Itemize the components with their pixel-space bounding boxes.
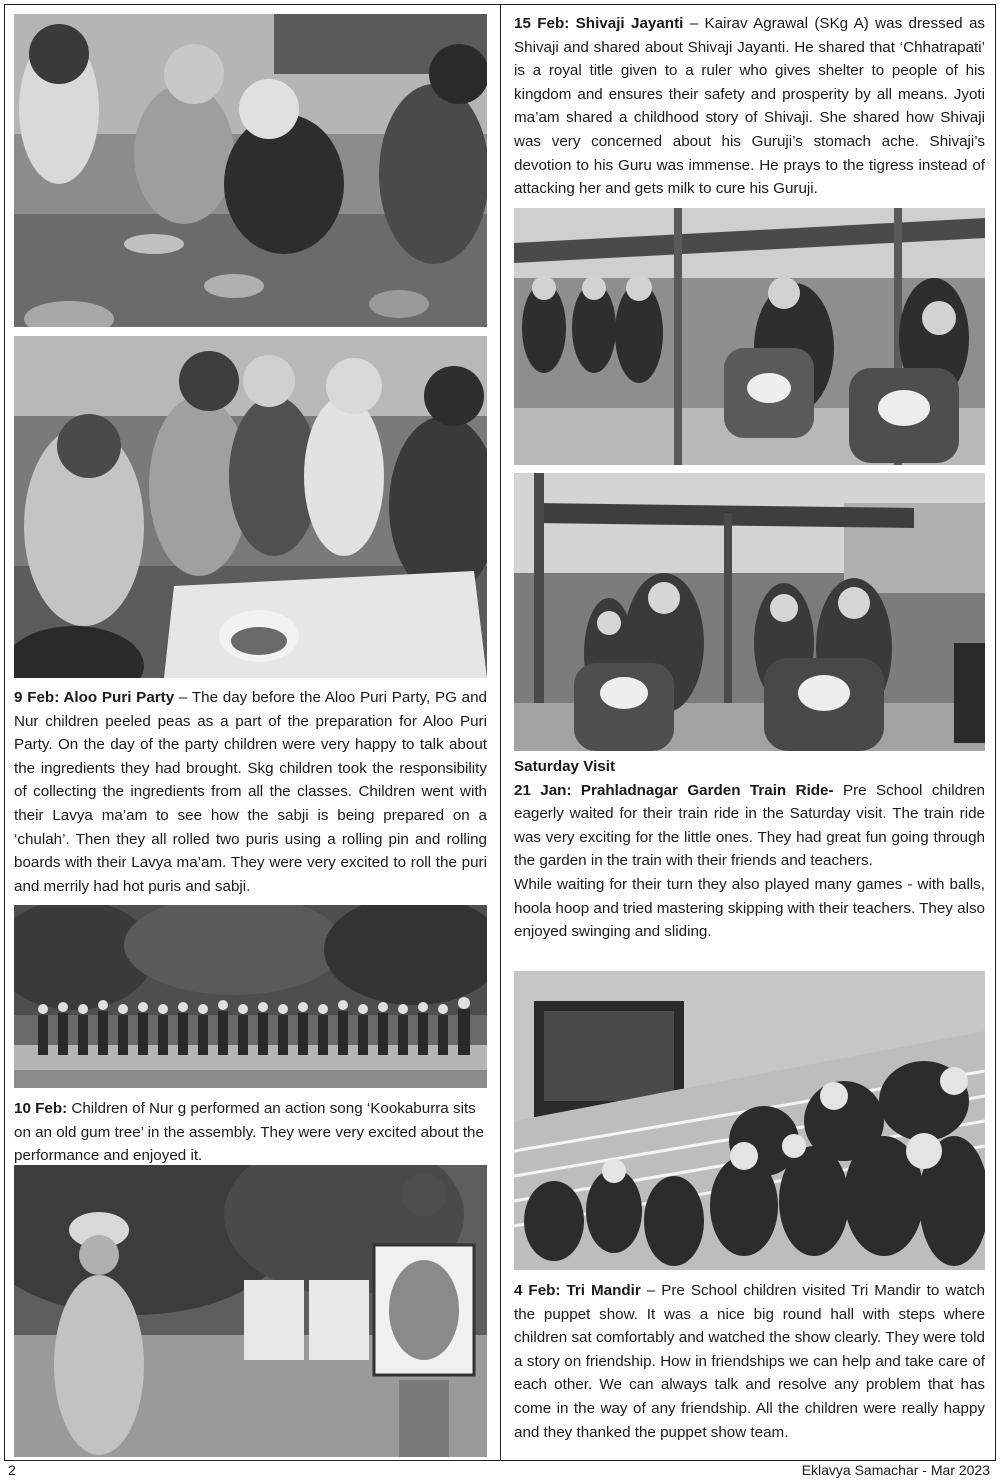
photo-children-rolling-puris — [14, 14, 487, 327]
action-song-paragraph — [14, 1097, 487, 1168]
photo-tri-mandir-puppet-show — [514, 971, 985, 1270]
shivaji-heading: 15 Feb: Shivaji Jayanti — [514, 15, 684, 32]
saturday-visit-label: Saturday Visit — [514, 758, 616, 775]
shivaji-body: – Kairav Agrawal (SKg A) was dressed as Shivaji and shared about Shivaji Jayanti. He shared that ‘Chhatrapati’ is a royal title given to a ruler who gives shelter to people of his kingdom and ensures their safety and prosperity by all means. Jyoti ma’am shared a childhood story of Shivaji. She shared how Shivaji was very concerned about his Guruji’s stomach ache. Shivaji’s devotion to his Guru was immense. He prays to the tigress instead of attacking her and gets milk to cure his Guruji. — [514, 15, 985, 198]
photo-children-peeling-peas — [14, 336, 487, 678]
page-number: 2 — [8, 1462, 16, 1478]
saturday-visit-paragraph — [514, 755, 985, 944]
photo-garden-train-ride-2 — [514, 473, 985, 751]
train-ride-heading: 21 Jan: Prahladnagar Garden Train Ride- — [514, 781, 834, 799]
column-divider — [500, 4, 501, 1461]
photo-nursery-action-song — [14, 905, 487, 1088]
aloo-puri-body: – The day before the Aloo Puri Party, PG and Nur children peeled peas as a part of the preparation for Aloo Puri Party. On the day of the party children were very happy to talk about the ingredients they had brought. Skg children took the responsibility of collecting the ingredients from all the classes. Children went with their Lavya ma’am to see how the sabji is being prepared on a ‘chulah’. Then they all rolled two puris using a rolling pin and rolling boards with their Lavya ma’am. They were very excited to roll the puri and merrily had hot puris and sabji. — [14, 689, 488, 895]
tri-mandir-paragraph — [514, 1279, 985, 1444]
publication-footer: Eklavya Samachar - Mar 2023 — [801, 1462, 990, 1478]
tri-mandir-heading: 4 Feb: Tri Mandir — [514, 1282, 641, 1299]
aloo-puri-heading: 9 Feb: Aloo Puri Party — [14, 689, 175, 706]
train-ride-body: Pre School children eagerly waited for their train ride in the Saturday visit. The train ride was very exciting for the little ones. They had great fun going through the garden in the train with their friends and teachers. — [514, 781, 986, 870]
tri-mandir-body: – Pre School children visited Tri Mandir to watch the puppet show. It was a nice big round hall with steps where children sat comfortably and watched the show clearly. They were told a story on friendship. How in friendships we can help and take care of each other. We can always talk and resolve any problem that has come in the way of any friendship. All the children were really happy and they thanked the puppet show team. — [514, 1282, 985, 1441]
action-song-heading: 10 Feb: — [14, 1100, 68, 1117]
photo-shivaji-jayanti — [14, 1165, 487, 1457]
shivaji-jayanti-paragraph — [514, 12, 985, 201]
aloo-puri-party-paragraph — [14, 686, 487, 898]
photo-garden-train-ride-1 — [514, 208, 985, 465]
action-song-body: Children of Nur g performed an action song ‘Kookaburra sits on an old gum tree’ in the assembly. They were very excited about the performance and enjoyed it. — [14, 1100, 484, 1165]
train-ride-body-2: While waiting for their turn they also played many games - with balls, hoola hoop and tried mastering skipping with their teachers. They also enjoyed swinging and sliding. — [514, 875, 985, 941]
